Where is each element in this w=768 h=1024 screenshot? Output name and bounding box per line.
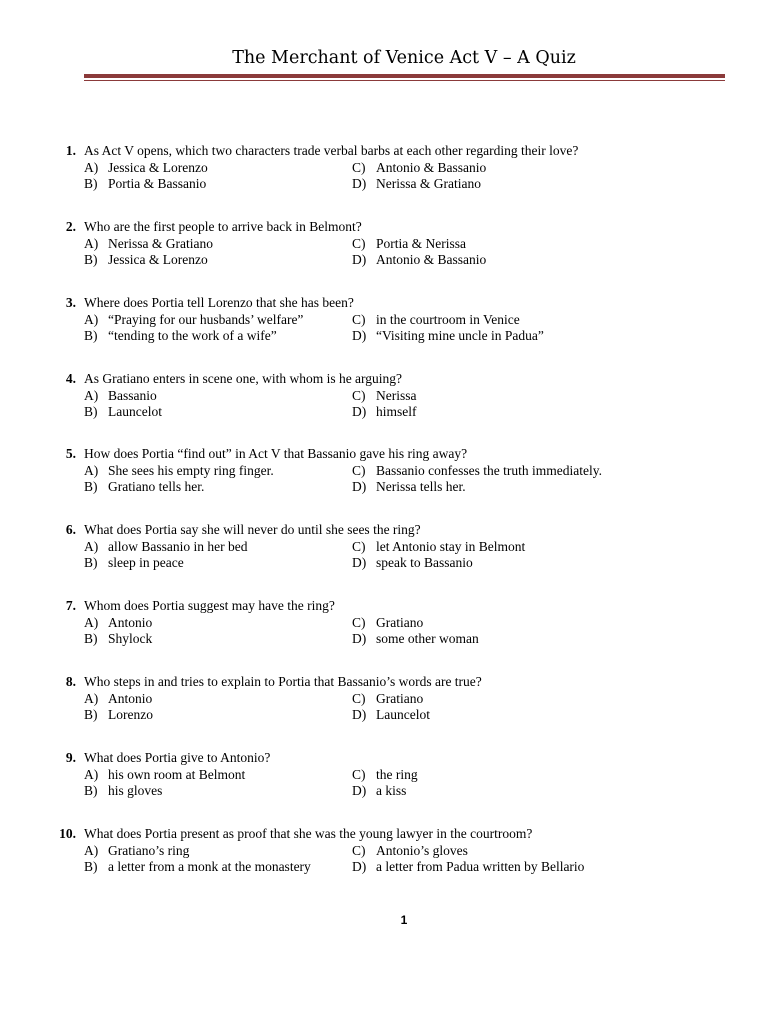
option-c [352, 539, 525, 556]
option-letter: C) [352, 235, 366, 251]
option-text: Portia & Bassanio [108, 176, 207, 191]
question-text: As Gratiano enters in scene one, with whom is he arguing? [84, 371, 403, 386]
option-text: Gratiano tells her. [108, 479, 205, 494]
option-text: the ring [376, 766, 418, 782]
option-letter: B) [84, 631, 98, 646]
option-text: Bassanio [108, 387, 157, 403]
option-text: Nerissa & Gratiano [108, 235, 213, 251]
option-letter: D) [352, 176, 367, 191]
option-a [84, 539, 247, 556]
option-text: Bassanio confesses the truth immediately. [376, 462, 602, 478]
option-letter: C) [352, 690, 366, 706]
option-text: Antonio [108, 614, 153, 630]
option-b [84, 252, 208, 269]
option-letter: A) [84, 690, 99, 706]
option-letter: D) [352, 479, 367, 494]
option-text: She sees his empty ring finger. [108, 462, 274, 478]
option-text: a kiss [376, 783, 407, 798]
question-text: What does Portia present as proof that she was the young lawyer in the courtroom? [84, 826, 533, 841]
option-text: Jessica & Lorenzo [108, 252, 208, 267]
option-letter: C) [352, 538, 366, 554]
option-text: a letter from Padua written by Bellario [376, 859, 585, 874]
option-text: Antonio’s gloves [376, 842, 468, 858]
option-letter: B) [84, 707, 98, 722]
option-a [84, 615, 152, 632]
option-text: let Antonio stay in Belmont [376, 538, 526, 554]
question-number: 4. [65, 371, 76, 386]
option-letter: C) [352, 387, 366, 403]
option-text: Antonio [108, 690, 153, 706]
option-a [84, 312, 303, 329]
option-letter: B) [84, 555, 98, 570]
option-letter: D) [352, 859, 367, 874]
option-b [84, 555, 184, 572]
option-a [84, 236, 213, 253]
option-c [352, 236, 466, 253]
option-c [352, 691, 423, 708]
option-letter: A) [84, 159, 99, 175]
question-number: 10. [59, 826, 76, 841]
option-text: Nerissa [376, 387, 417, 403]
option-c [352, 767, 418, 784]
option-a [84, 843, 189, 860]
option-c [352, 843, 468, 860]
option-text: Nerissa tells her. [376, 479, 466, 494]
page-number: 1 [400, 913, 408, 927]
option-letter: D) [352, 783, 367, 798]
option-text: his own room at Belmont [108, 766, 246, 782]
option-text: some other woman [376, 631, 479, 646]
option-text: Antonio & Bassanio [376, 159, 487, 175]
option-text: Gratiano’s ring [108, 842, 190, 858]
option-b [84, 328, 277, 345]
option-letter: C) [352, 842, 366, 858]
option-letter: D) [352, 404, 367, 419]
option-letter: B) [84, 479, 98, 494]
question-number: 3. [65, 295, 76, 310]
option-letter: B) [84, 404, 98, 419]
option-text: “tending to the work of a wife” [108, 328, 277, 343]
option-d [352, 555, 473, 572]
option-letter: D) [352, 555, 367, 570]
option-text: sleep in peace [108, 555, 184, 570]
option-letter: A) [84, 462, 99, 478]
option-text: in the courtroom in Venice [376, 311, 520, 327]
option-text: “Visiting mine uncle in Padua” [376, 328, 544, 343]
question-text: Who steps in and tries to explain to Portia that Bassanio’s words are true? [84, 674, 482, 689]
option-letter: A) [84, 387, 99, 403]
option-letter: A) [84, 614, 99, 630]
option-a [84, 160, 208, 177]
option-b [84, 783, 162, 800]
option-letter: A) [84, 311, 99, 327]
option-text: Launcelot [376, 707, 430, 722]
option-a [84, 388, 157, 405]
option-letter: C) [352, 311, 366, 327]
option-d [352, 252, 486, 269]
option-d [352, 631, 479, 648]
option-letter: C) [352, 614, 366, 630]
option-b [84, 479, 204, 496]
title-divider-thick [84, 74, 725, 78]
option-b [84, 176, 206, 193]
question-text: What does Portia say she will never do until she sees the ring? [84, 522, 421, 537]
option-a [84, 691, 152, 708]
option-text: Shylock [108, 631, 153, 646]
option-c [352, 312, 520, 329]
option-letter: B) [84, 328, 98, 343]
option-a [84, 767, 245, 784]
option-text: Launcelot [108, 404, 162, 419]
option-text: “Praying for our husbands’ welfare” [108, 311, 304, 327]
option-d [352, 328, 544, 345]
option-c [352, 388, 417, 405]
question-number: 7. [65, 598, 76, 613]
option-text: himself [376, 404, 417, 419]
question-number: 8. [65, 674, 76, 689]
option-b [84, 859, 311, 876]
option-d [352, 783, 406, 800]
option-letter: B) [84, 252, 98, 267]
question-number: 5. [65, 446, 76, 461]
option-letter: A) [84, 538, 99, 554]
option-text: allow Bassanio in her bed [108, 538, 248, 554]
question-text: Whom does Portia suggest may have the ring? [84, 598, 335, 613]
question-number: 6. [65, 522, 76, 537]
question-text: How does Portia “find out” in Act V that Bassanio gave his ring away? [84, 446, 468, 461]
option-text: speak to Bassanio [376, 555, 473, 570]
option-letter: A) [84, 842, 99, 858]
option-text: Portia & Nerissa [376, 235, 466, 251]
option-c [352, 160, 486, 177]
option-text: a letter from a monk at the monastery [108, 859, 311, 874]
question-text: Who are the first people to arrive back in Belmont? [84, 219, 362, 234]
option-letter: B) [84, 176, 98, 191]
option-letter: D) [352, 631, 367, 646]
question-number: 2. [65, 219, 76, 234]
option-text: Lorenzo [108, 707, 153, 722]
option-text: Jessica & Lorenzo [108, 159, 208, 175]
option-b [84, 707, 153, 724]
title-divider-thin [84, 80, 725, 81]
option-d [352, 859, 584, 876]
option-letter: A) [84, 766, 99, 782]
question-text: What does Portia give to Antonio? [84, 750, 271, 765]
question-text: Where does Portia tell Lorenzo that she has been? [84, 295, 354, 310]
option-d [352, 176, 481, 193]
option-c [352, 463, 602, 480]
question-number: 9. [65, 750, 76, 765]
option-d [352, 404, 417, 421]
option-letter: D) [352, 252, 367, 267]
option-b [84, 404, 162, 421]
option-letter: C) [352, 462, 366, 478]
option-a [84, 463, 274, 480]
page-title: The Merchant of Venice Act V – A Quiz [232, 48, 576, 68]
option-text: Nerissa & Gratiano [376, 176, 481, 191]
option-letter: C) [352, 159, 366, 175]
option-b [84, 631, 152, 648]
option-text: Antonio & Bassanio [376, 252, 487, 267]
option-d [352, 707, 430, 724]
option-letter: A) [84, 235, 99, 251]
option-letter: B) [84, 859, 98, 874]
option-letter: D) [352, 328, 367, 343]
option-text: Gratiano [376, 690, 424, 706]
option-text: his gloves [108, 783, 163, 798]
question-number: 1. [65, 143, 76, 158]
question-text: As Act V opens, which two characters trade verbal barbs at each other regarding their love? [84, 143, 579, 158]
option-letter: D) [352, 707, 367, 722]
option-letter: C) [352, 766, 366, 782]
option-text: Gratiano [376, 614, 424, 630]
option-letter: B) [84, 783, 98, 798]
option-c [352, 615, 423, 632]
option-d [352, 479, 466, 496]
